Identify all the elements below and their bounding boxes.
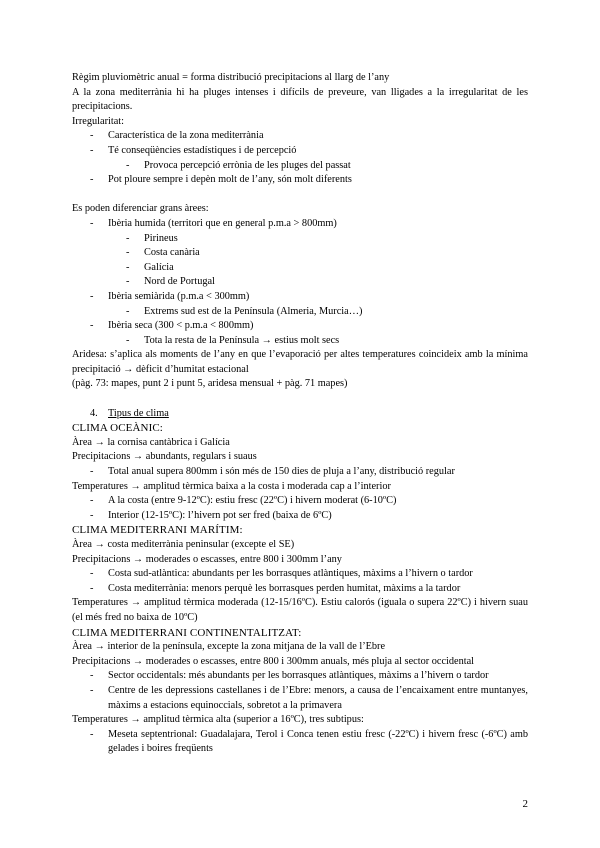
list-item-text: Ibèria humida (territori que en general p.m.a > 800mm): [108, 217, 337, 229]
list-item: [72, 290, 528, 305]
heading-text: Tipus de clima: [108, 407, 169, 419]
paragraph: Precipitacions → moderades o escasses, entre 800 i 300mm l’any: [72, 553, 342, 565]
paragraph: Règim pluviomètric anual = forma distribució precipitacions al llarg de l’any: [72, 72, 390, 83]
bullet-dash: -: [126, 247, 130, 259]
list-item-text: Ibèria seca (300 < p.m.a < 800mm): [108, 320, 254, 332]
list-item-text: Característica de la zona mediterrània: [108, 130, 264, 142]
bullet-dash: -: [90, 568, 94, 580]
blank-line: [72, 188, 528, 203]
list-item-text: A la costa (entre 9-12ºC): estiu fresc (22ºC) i hivern moderat (6-10ºC): [108, 495, 397, 507]
list-item: [72, 261, 528, 276]
list-item-text: Provoca percepció errònia de les pluges del passat: [144, 159, 351, 171]
list-item-text: Meseta septentrional: Guadalajara, Terol i Conca tenen estiu fresc (-22ºC) i hivern fresc (-6ºC) amb gelades i boires freqüents: [108, 728, 528, 755]
paragraph: Precipitacions → abundants, regulars i suaus: [72, 451, 257, 463]
paragraph: (pàg. 73: mapes, punt 2 i punt 5, aridesa mensual + pàg. 71 mapes): [72, 378, 348, 390]
list-item-text: Nord de Portugal: [144, 276, 215, 288]
list-item: [72, 494, 528, 509]
list-item: [72, 509, 528, 524]
section-heading: CLIMA MEDITERRANI MARÍTIM:: [72, 524, 243, 537]
bullet-dash: -: [90, 144, 94, 156]
bullet-dash: -: [90, 684, 94, 696]
section-heading: CLIMA OCEÀNIC:: [72, 422, 163, 435]
paragraph: Irregularitat:: [72, 115, 125, 127]
bullet-dash: -: [126, 334, 130, 346]
list-item-text: Pot ploure sempre i depèn molt de l’any, són molt diferents: [108, 174, 352, 186]
bullet-dash: -: [126, 261, 130, 273]
list-item: [72, 232, 528, 247]
list-item-text: Té conseqüències estadístiques i de percepció: [108, 144, 297, 156]
list-item-text: Costa sud-atlàntica: abundants per les borrasques atlàntiques, màxims a l’hivern o tardor: [108, 568, 473, 580]
list-item-text: Pirineus: [144, 232, 178, 244]
paragraph: Temperatures → amplitud tèrmica moderada (12-15/16ºC). Estiu calorós (iguala o supera 22ºC) i hivern suau (el més fred no baixa de 10ºC): [72, 597, 528, 623]
list-item: [72, 275, 528, 290]
bullet-dash: -: [90, 495, 94, 507]
bullet-dash: -: [90, 670, 94, 682]
paragraph: Temperatures → amplitud tèrmica baixa a la costa i moderada cap a l’interior: [72, 480, 391, 492]
bullet-dash: -: [90, 728, 94, 740]
paragraph: Aridesa: s’aplica als moments de l’any en que l’evaporació per altes temperatures coincideix amb la mínima precipitació → dèficit d’humitat estacional: [72, 349, 528, 375]
list-item: [72, 129, 528, 144]
list-item: [72, 319, 528, 334]
list-item-text: Tota la resta de la Península → estius molt secs: [144, 334, 340, 346]
list-item-text: Costa canària: [144, 247, 200, 259]
paragraph: Es poden diferenciar grans àrees:: [72, 203, 209, 215]
list-number: 4.: [90, 407, 98, 419]
paragraph: Àrea → costa mediterrània peninsular (excepte el SE): [72, 539, 295, 550]
paragraph: Àrea → interior de la península, excepte la zona mitjana de la vall de l’Ebre: [72, 641, 386, 653]
list-item: [72, 728, 528, 757]
bullet-dash: -: [90, 290, 94, 302]
list-item: [72, 684, 528, 713]
list-item: [72, 217, 528, 232]
list-item: [72, 582, 528, 597]
bullet-dash: -: [90, 174, 94, 186]
list-item-text: Costa mediterrània: menors perquè les borrasques perden humitat, màxims a la tardor: [108, 582, 461, 594]
blank-line: [72, 392, 528, 407]
bullet-dash: -: [90, 217, 94, 229]
bullet-dash: -: [126, 305, 130, 317]
bullet-dash: -: [90, 582, 94, 594]
bullet-dash: -: [90, 466, 94, 478]
list-item: [72, 465, 528, 480]
page-number: 2: [522, 798, 528, 810]
list-item-text: Centre de les depressions castellanes i de l’Ebre: menors, a causa de l’encaixament entre muntanyes, màxims a estacions equinoccials, sobretot a la primavera: [108, 684, 528, 711]
list-item: [72, 173, 528, 188]
paragraph: A la zona mediterrània hi ha pluges intenses i difícils de preveure, van lligades a la irregularitat de les precipitacions.: [72, 86, 528, 113]
list-item: [72, 669, 528, 684]
bullet-dash: -: [126, 232, 130, 244]
list-item: [72, 159, 528, 174]
bullet-dash: -: [126, 276, 130, 288]
list-item: [72, 567, 528, 582]
list-item-text: Sector occidentals: més abundants per les borrasques atlàntiques, màxims a l’hivern o tardor: [108, 670, 489, 682]
numbered-heading: [72, 407, 528, 422]
list-item: [72, 246, 528, 261]
section-heading: CLIMA MEDITERRANI CONTINENTALITZAT:: [72, 626, 302, 639]
list-item-text: Total anual supera 800mm i són més de 150 dies de pluja a l’any, distribució regular: [108, 466, 455, 478]
bullet-dash: -: [90, 130, 94, 142]
bullet-dash: -: [90, 320, 94, 332]
list-item: [72, 334, 528, 349]
list-item: [72, 305, 528, 320]
bullet-dash: -: [126, 159, 130, 171]
paragraph: Temperatures → amplitud tèrmica alta (superior a 16ºC), tres subtipus:: [72, 714, 364, 726]
page-content: [72, 71, 528, 757]
list-item-text: Extrems sud est de la Península (Almeria, Murcia…): [144, 305, 363, 317]
list-item-text: Ibèria semiàrida (p.m.a < 300mm): [108, 290, 250, 302]
bullet-dash: -: [90, 509, 94, 521]
paragraph: Precipitacions → moderades o escasses, entre 800 i 300mm anuals, més pluja al sector occidental: [72, 655, 475, 667]
paragraph: Àrea → la cornisa cantàbrica i Galícia: [72, 436, 230, 448]
list-item-text: Galícia: [144, 261, 174, 273]
list-item: [72, 144, 528, 159]
list-item-text: Interior (12-15ºC): l’hivern pot ser fred (baixa de 6ºC): [108, 509, 332, 521]
